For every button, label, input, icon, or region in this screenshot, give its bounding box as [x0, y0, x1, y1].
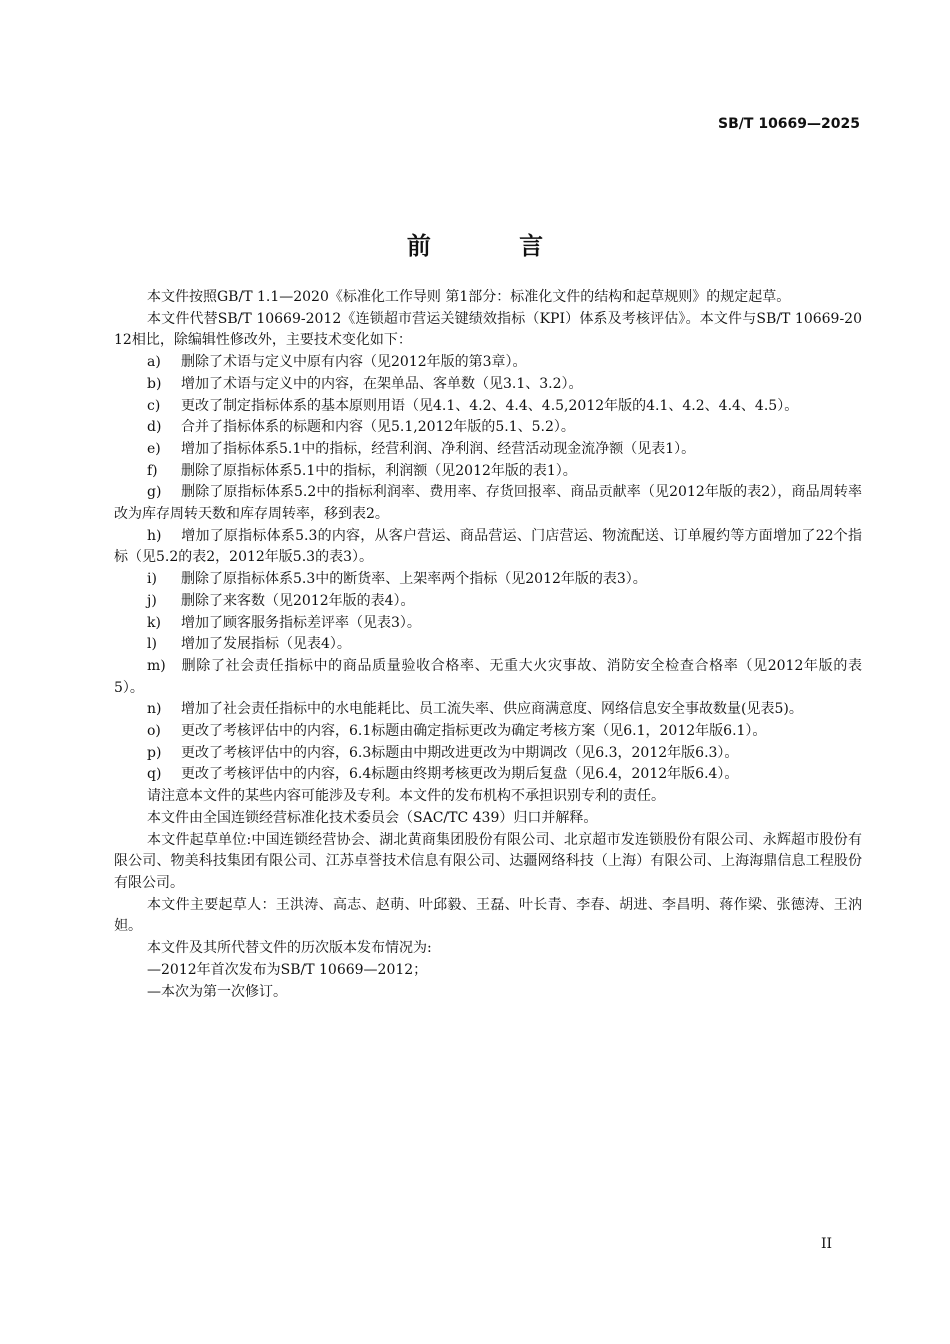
change-item [114, 656, 862, 699]
change-item [114, 526, 862, 569]
change-item [114, 461, 862, 483]
change-item-text: 删除了原指标体系5.2中的指标利润率、费用率、存货回报率、商品贡献率（见2012年版的表2），商品周转率改为库存周转天数和库存周转率，移到表2。 [114, 484, 862, 523]
changes-list [114, 352, 862, 786]
change-item-marker: a) [147, 354, 161, 371]
change-item-marker: i) [147, 571, 157, 588]
change-item-text: 删除了来客数（见2012年版的表4）。 [181, 592, 415, 609]
change-item-marker: j) [147, 592, 157, 609]
change-item-marker: k) [147, 614, 161, 631]
outro-paragraph-patent: 请注意本文件的某些内容可能涉及专利。本文件的发布机构不承担识别专利的责任。 [147, 788, 665, 805]
change-item-text: 删除了术语与定义中原有内容（见2012年版的第3章）。 [181, 354, 527, 371]
change-item-text: 删除了原指标体系5.1中的指标，利润额（见2012年版的表1）。 [181, 462, 577, 479]
change-item [114, 417, 862, 439]
change-item-text: 删除了社会责任指标中的商品质量验收合格率、无重大火灾事故、消防安全检查合格率（见2012年版的表5）。 [114, 657, 862, 696]
intro-paragraph-2: 本文件代替SB/T 10669-2012《连锁超市营运关键绩效指标（KPI）体系及考核评估》。本文件与SB/T 10669-2012相比，除编辑性修改外，主要技术变化如下： [114, 310, 862, 349]
change-item-marker: f) [147, 462, 158, 479]
change-item [114, 721, 862, 743]
intro-paragraph-1: 本文件按照GB/T 1.1—2020《标准化工作导则 第1部分：标准化文件的结构和起草规则》的规定起草。 [147, 289, 791, 305]
change-item-marker: h) [147, 527, 162, 544]
change-item-text: 增加了指标体系5.1中的指标，经营利润、净利润、经营活动现金流净额（见表1）。 [181, 440, 696, 457]
outro-paragraph-drafters: 本文件主要起草人：王洪涛、高志、赵萌、叶邱毅、王磊、叶长青、李春、胡进、李昌明、蒋作梁、张德涛、王汭妲。 [114, 896, 862, 935]
outro-paragraph-history: 本文件及其所代替文件的历次版本发布情况为: [147, 940, 432, 957]
change-item-text: 删除了原指标体系5.3中的断货率、上架率两个指标（见2012年版的表3）。 [181, 571, 647, 588]
history-item-2: —本次为第一次修订。 [147, 983, 287, 1000]
change-item-marker: l) [147, 636, 157, 653]
outro-paragraph-committee: 本文件由全国连锁经营标准化技术委员会（SAC/TC 439）归口并解释。 [147, 809, 598, 826]
change-item-text: 更改了制定指标体系的基本原则用语（见4.1、4.2、4.4、4.5,2012年版的4.1、4.2、4.4、4.5）。 [181, 397, 799, 414]
standard-code: SB/T 10669—2025 [718, 116, 860, 132]
change-item [114, 634, 862, 656]
change-item-text: 增加了原指标体系5.3的内容，从客户营运、商品营运、门店营运、物流配送、订单履约等方面增加了22个指标（见5.2的表2，2012年版5.3的表3）。 [114, 527, 862, 566]
page-title: 前 言 [406, 232, 584, 260]
change-item-text: 增加了社会责任指标中的水电能耗比、员工流失率、供应商满意度、网络信息安全事故数量(见表5)。 [181, 701, 803, 718]
change-item [114, 764, 862, 786]
change-item-marker: b) [147, 375, 162, 392]
change-item-text: 增加了术语与定义中的内容，在架单品、客单数（见3.1、3.2）。 [181, 375, 583, 392]
change-item-text: 增加了发展指标（见表4）。 [181, 636, 351, 653]
change-item [114, 482, 862, 525]
change-item-marker: c) [147, 397, 161, 414]
change-item-text: 更改了考核评估中的内容，6.1标题由确定指标更改为确定考核方案（见6.1，2012年版6.1）。 [181, 723, 767, 740]
change-item-text: 更改了考核评估中的内容，6.3标题由中期改进更改为中期调改（见6.3，2012年版6.3）。 [181, 744, 739, 761]
change-item [114, 396, 862, 418]
change-item-marker: o) [147, 723, 161, 740]
change-item-text: 增加了顾客服务指标差评率（见表3）。 [181, 614, 421, 631]
change-item-marker: g) [147, 484, 162, 501]
page-number: II [820, 1236, 832, 1252]
change-item [114, 591, 862, 613]
history-item-1: —2012年首次发布为SB/T 10669—2012； [147, 961, 428, 978]
change-item [114, 352, 862, 374]
change-item-marker: e) [147, 440, 161, 457]
change-item [114, 569, 862, 591]
change-item-marker: p) [147, 744, 162, 761]
change-item [114, 743, 862, 765]
outro-paragraph-drafting-units: 本文件起草单位:中国连锁经营协会、湖北黄商集团股份有限公司、北京超市发连锁股份有限公司、永辉超市股份有限公司、物美科技集团有限公司、江苏卓誉技术信息有限公司、达疆网络科技（上海）有限公司、上海海鼎信息工程股份有限公司。 [114, 831, 862, 891]
change-item-text: 更改了考核评估中的内容，6.4标题由终期考核更改为期后复盘（见6.4，2012年版6.4）。 [181, 766, 739, 783]
change-item [114, 699, 862, 721]
change-item [114, 374, 862, 396]
change-item-marker: m) [147, 657, 166, 674]
change-item-text: 合并了指标体系的标题和内容（见5.1,2012年版的5.1、5.2）。 [181, 419, 575, 436]
foreword-body [114, 287, 862, 1003]
change-item-marker: q) [147, 766, 162, 783]
change-item-marker: n) [147, 701, 162, 718]
change-item [114, 613, 862, 635]
change-item-marker: d) [147, 419, 162, 436]
change-item [114, 439, 862, 461]
